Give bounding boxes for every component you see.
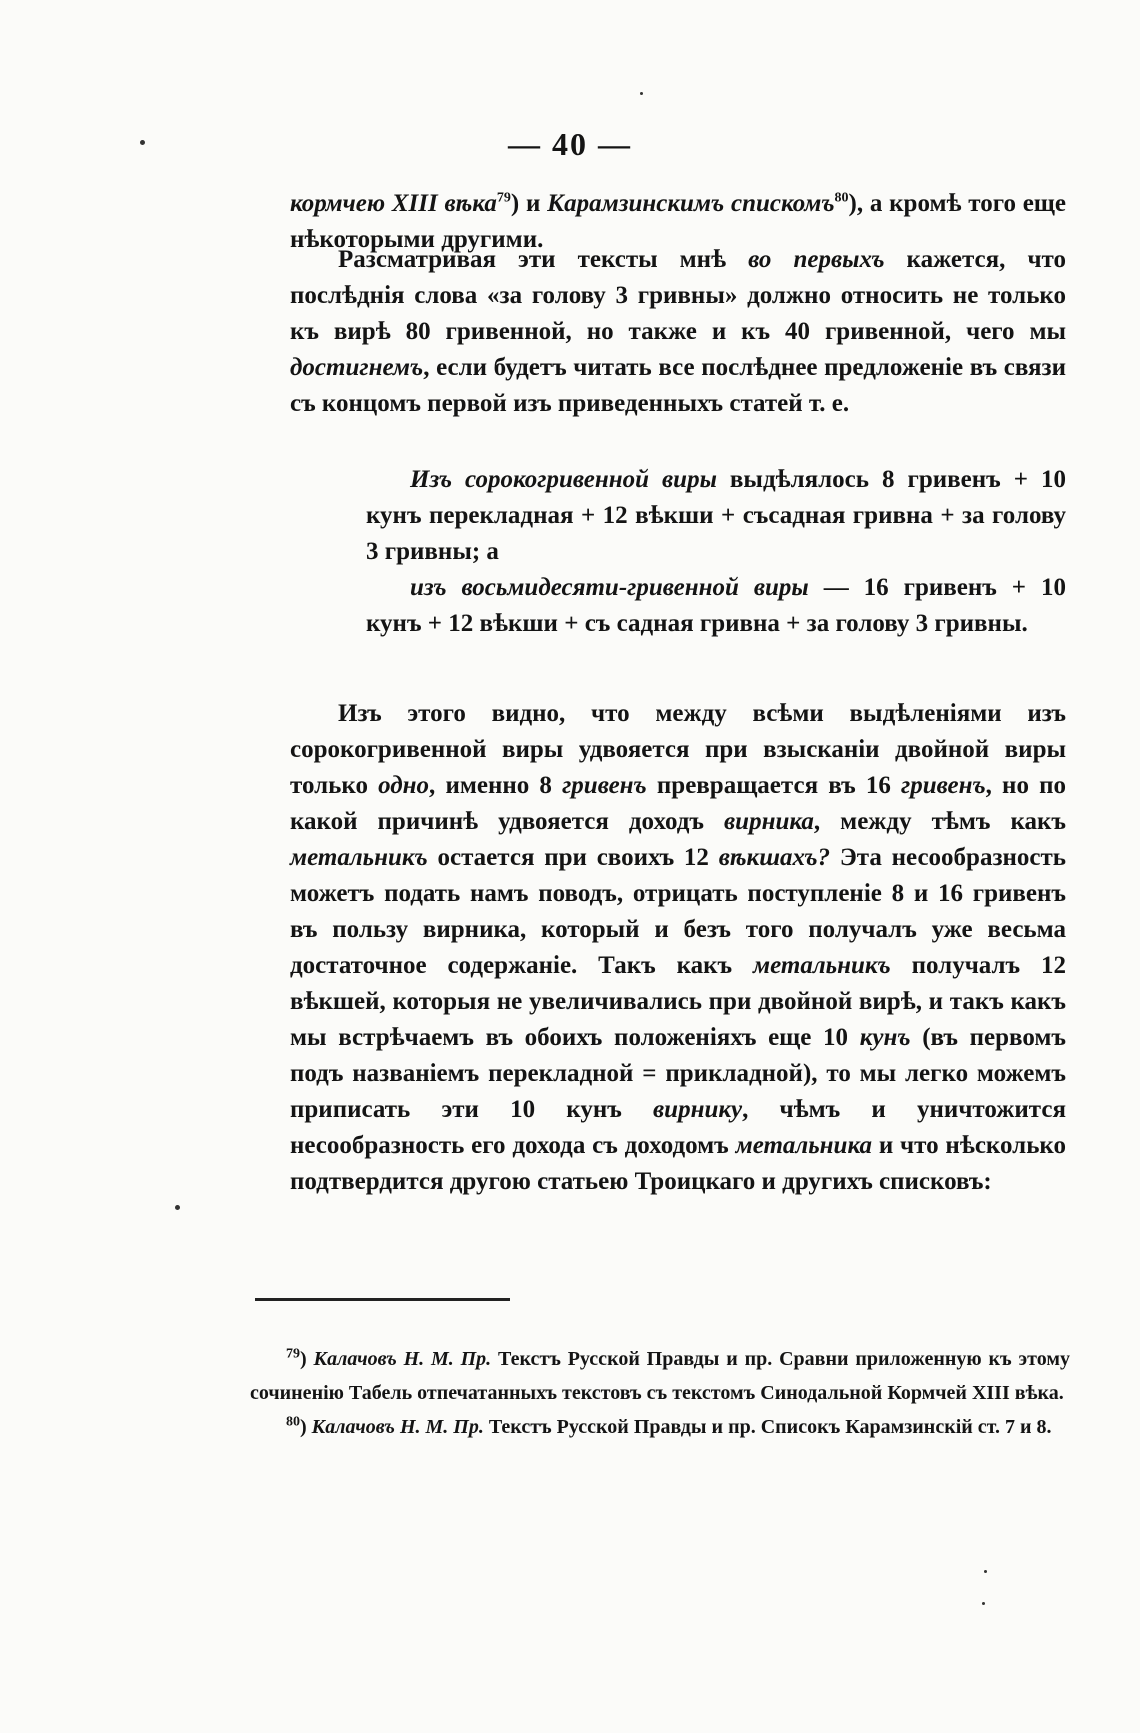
footnote-79: $^{79}$) Калачовъ Н. М. Пр. Текстъ Русской Правды и пр. Сравни приложенную къ этому сочиненію Табель отпечатанныхъ текстовъ съ текстомъ Синодальной Кормчей XIII вѣка. [250,1346,1070,1404]
italic-phrase: изъ восьмидесяти-гривенной виры [410,574,809,601]
scan-speck [984,1570,987,1573]
italic-phrase: Карамзинскимъ спискомъ [547,190,835,217]
italic-phrase: достигнемъ [290,354,424,381]
footnote-divider [255,1298,510,1301]
italic-phrase: во первыхъ [748,246,885,273]
quote-line-2: изъ восьмидесяти-гривенной виры — 16 гривенъ + 10 кунъ + 12 вѣкши + съ садная гривна + за голову 3 гривны. [366,574,1066,637]
italic-phrase: Калачовъ Н. М. Пр. [313,1348,492,1370]
scan-speck [140,140,145,145]
page-number: — 40 — [508,126,632,162]
italic-phrase: Изъ сорокогривенной виры [410,466,717,493]
footnote-number: 79 [286,1346,300,1362]
paragraph-1: Разсматривая эти тексты мнѣ во первыхъ кажется, что послѣднія слова «за голову 3 гривны» должно относить не только къ вирѣ 80 гривенной, но также и къ 40 гривенной, чего мы достигнемъ, если будетъ читать все послѣднее предложеніе въ связи съ концомъ первой изъ приведенныхъ статей т. е. [290,246,1066,417]
footnote-80: $^{80}$) Калачовъ Н. М. Пр. Текстъ Русской Правды и пр. Списокъ Карамзинскій ст. 7 и 8. [286,1414,1052,1438]
intro-paragraph: кормчею XIII вѣка$^{79}$) и Карамзинскимъ спискомъ$^{80}$), а кромѣ того еще нѣкоторыми другими. [290,190,1067,253]
footnote-number: 80 [286,1414,300,1430]
footnote-ref: 80 [834,190,849,206]
footnote-ref: 79 [496,190,511,206]
quote-line-1: Изъ сорокогривенной виры выдѣлялось 8 гривенъ + 10 кунъ перекладная + 12 вѣкши + съсадная гривна + за голову 3 гривны; а [366,466,1066,565]
italic-phrase: Калачовъ Н. М. Пр. [311,1416,484,1438]
footnotes [250,1342,1070,1444]
italic-phrase: кормчею XIII вѣка [290,190,497,217]
scan-speck [982,1602,985,1605]
scan-speck [175,1205,180,1210]
scan-speck [640,92,643,95]
quoted-article [366,462,1066,642]
paragraph-2: Изъ этого видно, что между всѣми выдѣленіями изъ сорокогривенной виры удвояется при взысканіи двойной виры только одно, именно 8 гривенъ превращается въ 16 гривенъ, но по какой причинѣ удвояется доходъ вирника, между тѣмъ какъ метальникъ остается при своихъ 12 вѣкшахъ? Эта несообразность можетъ подать намъ поводъ, отрицать поступленіе 8 и 16 гривенъ въ пользу вирника, который и безъ того получалъ уже весьма достаточное содержаніе. Такъ какъ метальникъ получалъ 12 вѣкшей, которыя не увеличивались при двойной вирѣ, и такъ какъ мы встрѣчаемъ въ обоихъ положеніяхъ еще 10 кунъ (въ первомъ подъ названіемъ перекладной = прикладной), то мы легко можемъ приписать эти 10 кунъ вирнику, чѣмъ и уничтожится несообразность его дохода съ доходомъ метальника и что нѣсколько подтвердится другою статьею Троицкаго и другихъ списковъ: [290,700,1067,1195]
